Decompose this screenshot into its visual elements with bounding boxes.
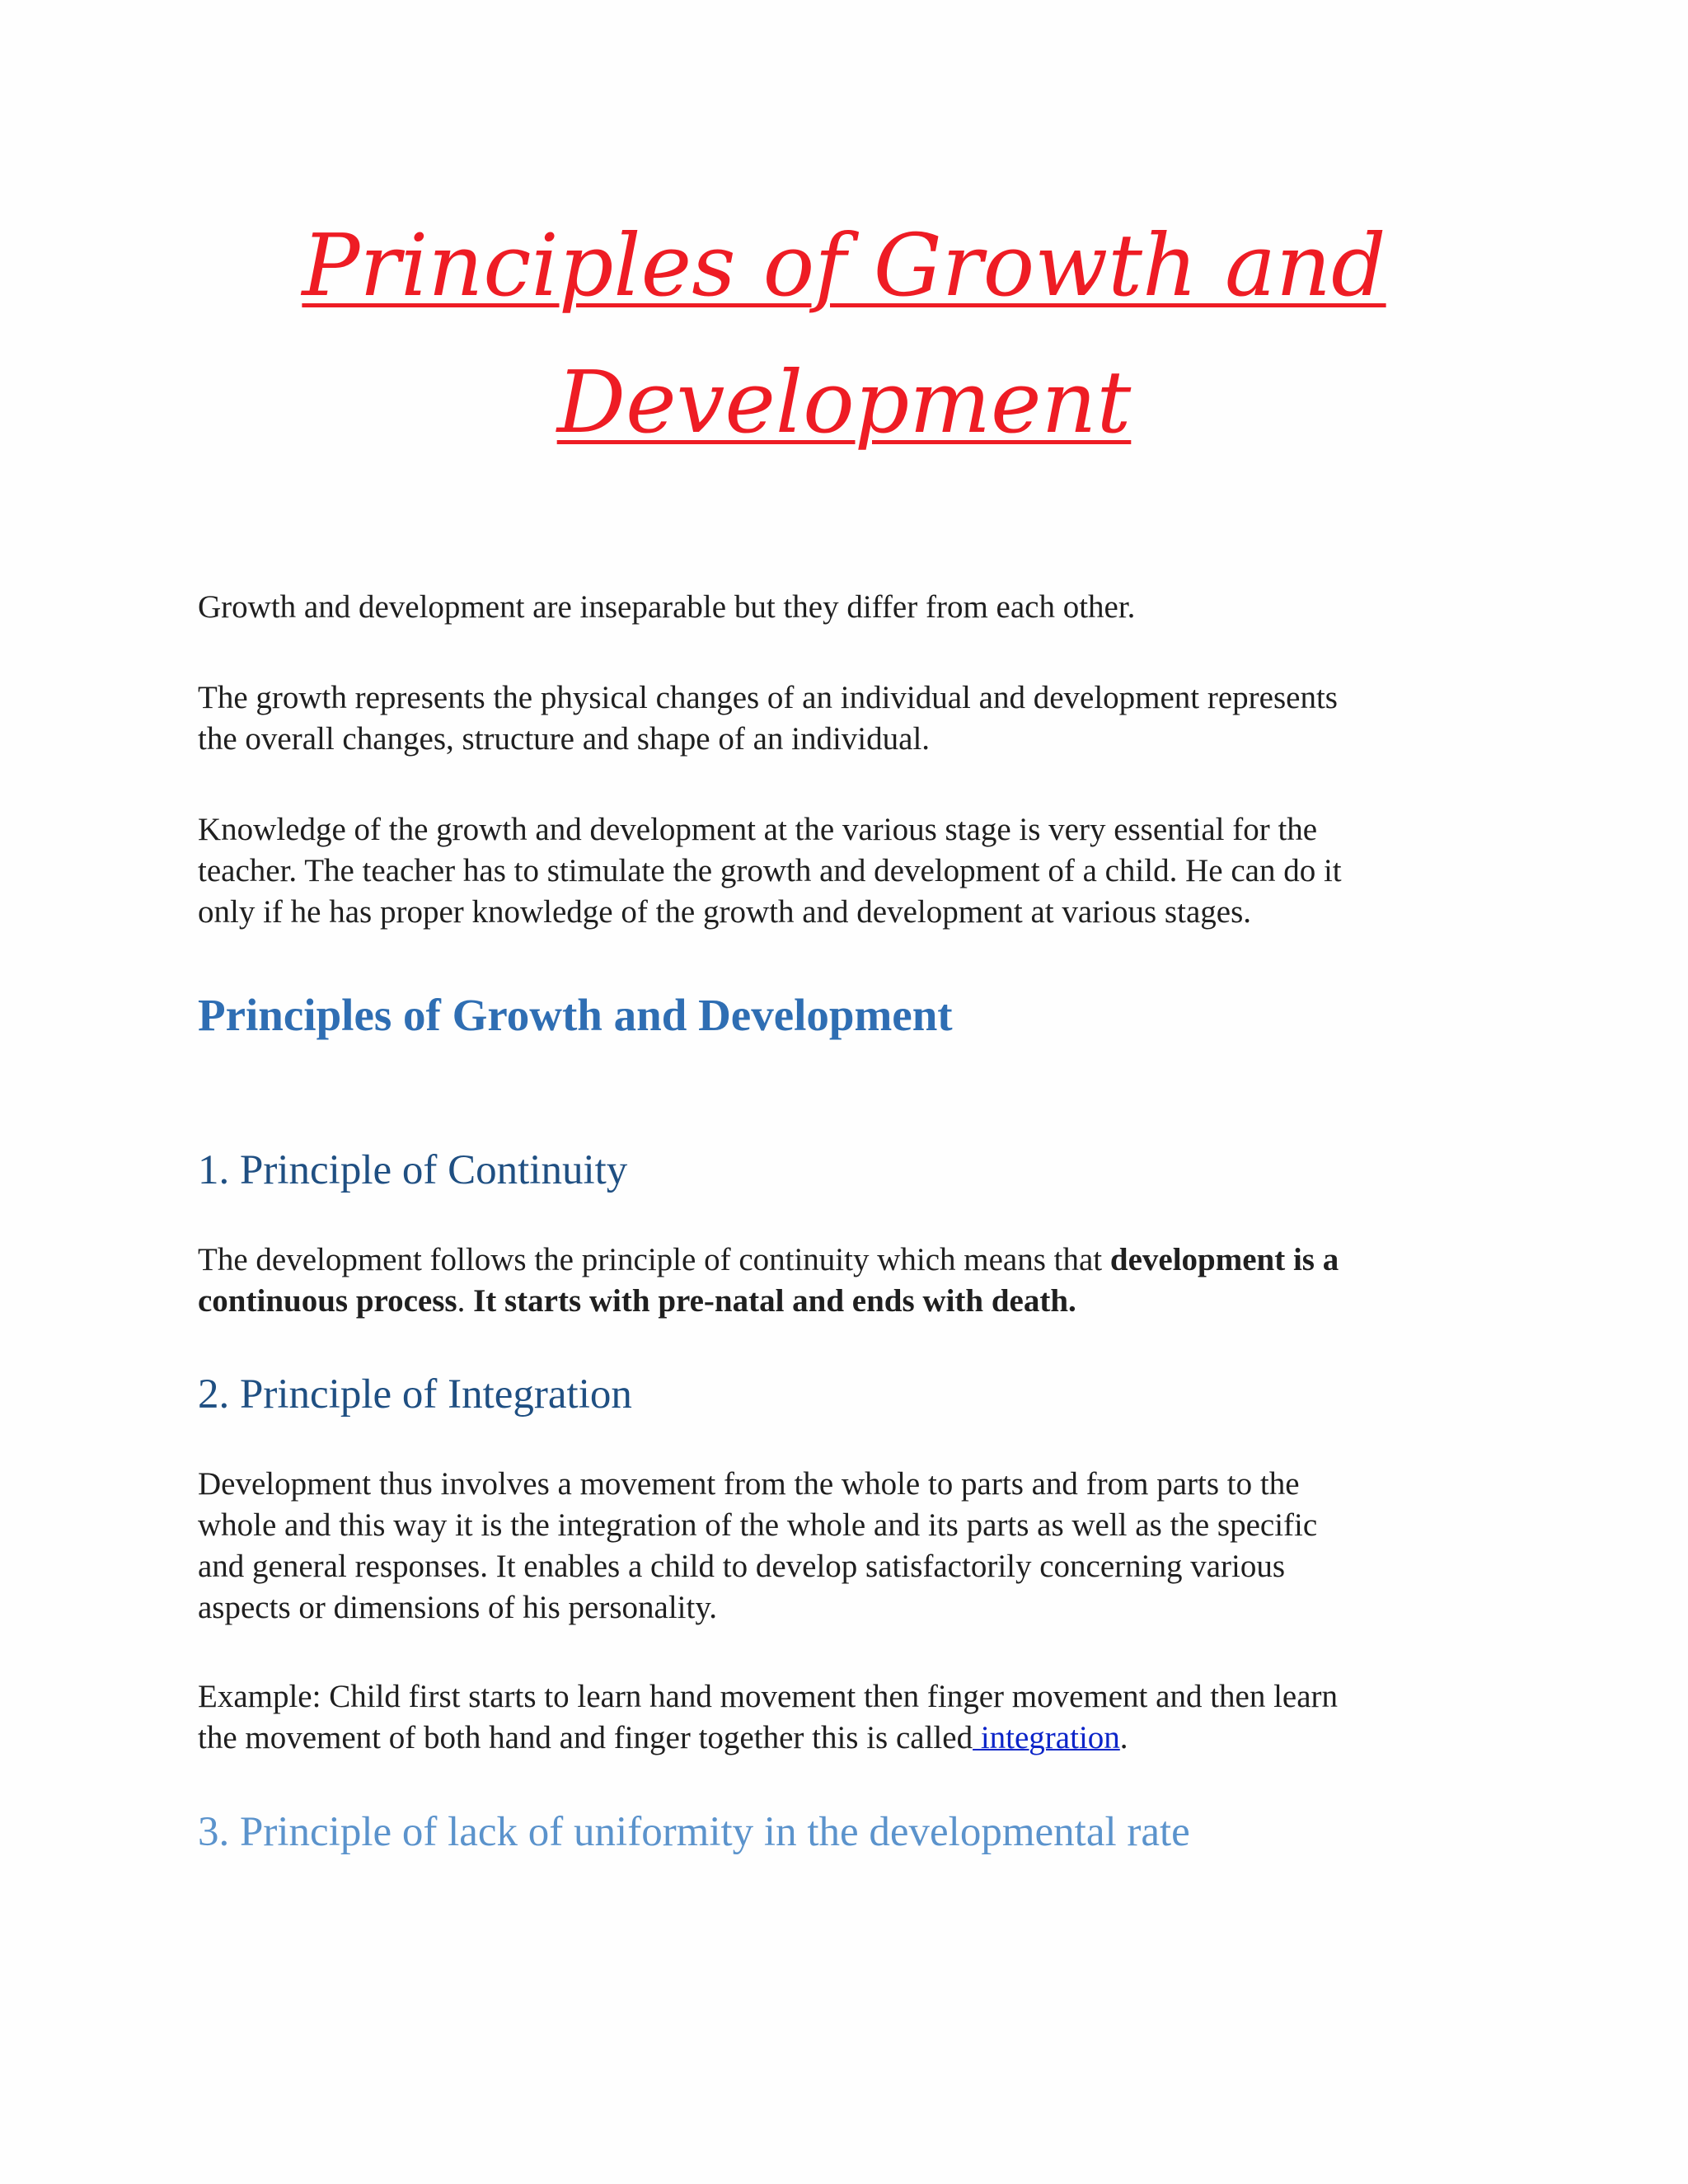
principle-1-paragraph bbox=[198, 1240, 1517, 1322]
principle-2-heading: 2. Principle of Integration bbox=[198, 1371, 632, 1418]
document-title-line-2: Development bbox=[556, 352, 1132, 452]
intro-paragraph-2 bbox=[198, 677, 1517, 760]
integration-link[interactable]: integration bbox=[973, 1720, 1120, 1755]
principle-1-line-2-separator: . bbox=[457, 1283, 474, 1319]
intro-paragraph-1-text: Growth and development are inseparable but they differ from each other. bbox=[198, 589, 1136, 625]
principle-1-line-1-text: The development follows the principle of continuity which means that bbox=[198, 1242, 1110, 1277]
intro-paragraph-1 bbox=[198, 587, 1517, 628]
principle-2-line-4: aspects or dimensions of his personality. bbox=[198, 1590, 718, 1625]
intro-paragraph-3 bbox=[198, 809, 1517, 933]
intro-paragraph-3-line-1: Knowledge of the growth and development at the various stage is very essential for the bbox=[198, 812, 1318, 847]
principle-2-paragraph bbox=[198, 1464, 1517, 1629]
principle-1-heading: 1. Principle of Continuity bbox=[198, 1147, 628, 1193]
principle-2-line-3: and general responses. It enables a child to develop satisfactorily concerning various bbox=[198, 1549, 1286, 1584]
principle-2-example-line-2: the movement of both hand and finger together this is called bbox=[198, 1720, 973, 1755]
document-title-line-1: Principles of Growth and bbox=[302, 215, 1386, 316]
principle-2-example-line-1: Example: Child first starts to learn hand movement then finger movement and then learn bbox=[198, 1679, 1339, 1714]
principle-3-heading: 3. Principle of lack of uniformity in the developmental rate bbox=[198, 1809, 1190, 1855]
intro-paragraph-3-line-3: only if he has proper knowledge of the growth and development at various stages. bbox=[198, 894, 1251, 930]
intro-paragraph-2-line-1: The growth represents the physical changes of an individual and development represents bbox=[198, 680, 1338, 715]
principle-1-line-2-bold-1: continuous process bbox=[198, 1283, 457, 1319]
intro-paragraph-2-line-2: the overall changes, structure and shape of an individual. bbox=[198, 721, 931, 757]
principle-2-line-1: Development thus involves a movement from the whole to parts and from parts to the bbox=[198, 1466, 1300, 1502]
intro-paragraph-3-line-2: teacher. The teacher has to stimulate the growth and development of a child. He can do it bbox=[198, 853, 1342, 888]
section-heading: Principles of Growth and Development bbox=[198, 990, 953, 1040]
principle-2-example-end: . bbox=[1119, 1720, 1128, 1755]
principle-2-example bbox=[198, 1676, 1517, 1759]
principle-2-line-2: whole and this way it is the integration of the whole and its parts as well as the specific bbox=[198, 1507, 1318, 1543]
principle-1-line-1-bold: development is a bbox=[1109, 1242, 1339, 1277]
principle-1-line-2-bold-2: It starts with pre-natal and ends with death. bbox=[473, 1283, 1076, 1319]
